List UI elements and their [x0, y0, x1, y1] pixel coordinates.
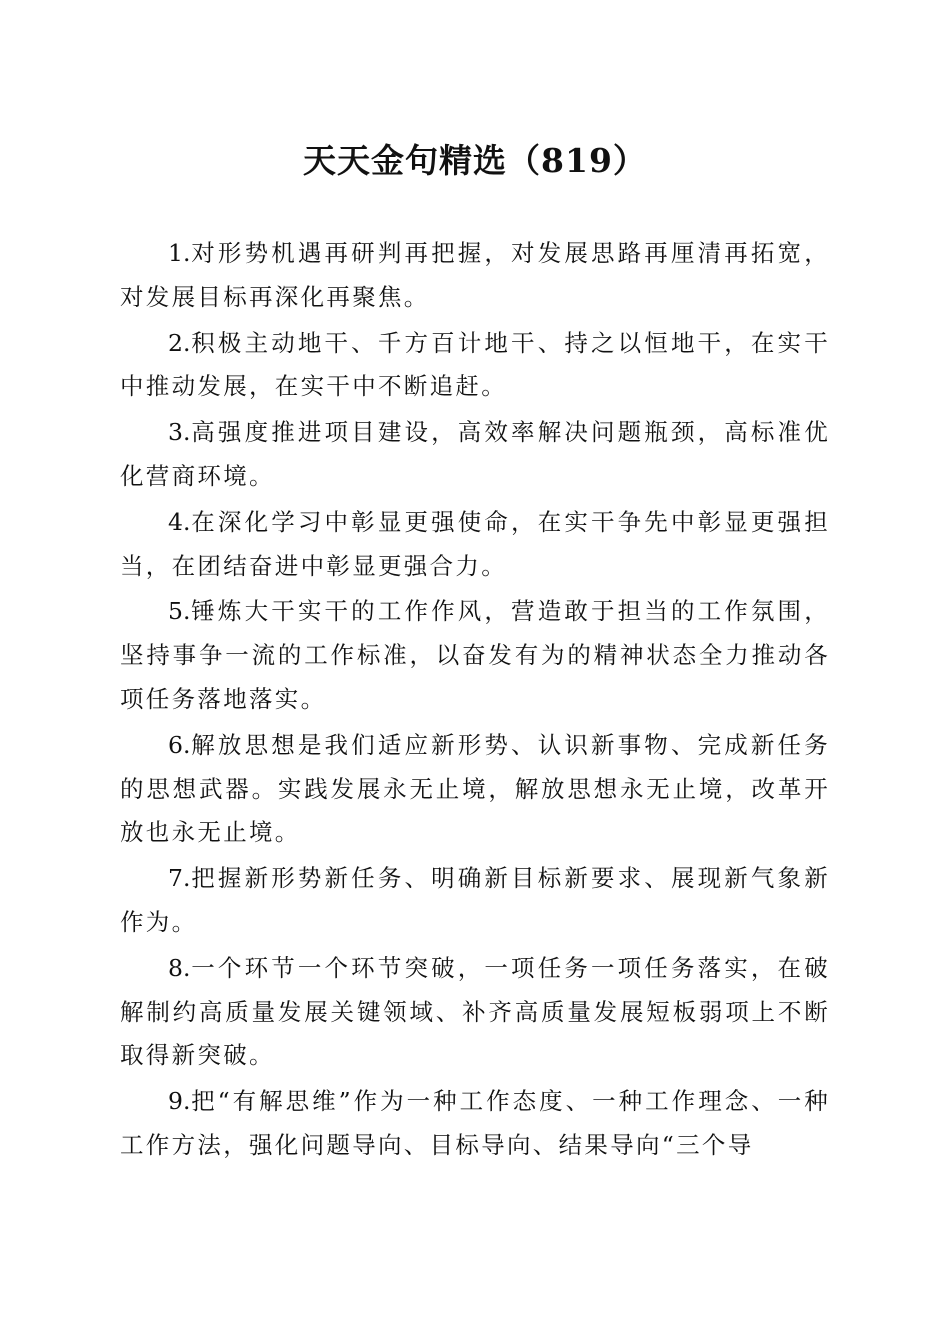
- paragraph-9: [120, 1080, 830, 1168]
- paragraph-text: 对形势机遇再研判再把握，对发展思路再厘清再拓宽，对发展目标再深化再聚焦。: [120, 239, 830, 311]
- paragraph-1: [120, 232, 830, 320]
- paragraph-number: 8.: [168, 953, 191, 982]
- paragraph-number: 5.: [168, 597, 191, 626]
- paragraph-2: [120, 322, 830, 410]
- paragraph-number: 6.: [168, 730, 191, 759]
- paragraph-6: [120, 724, 830, 855]
- paragraph-text: 解放思想是我们适应新形势、认识新事物、完成新任务的思想武器。实践发展永无止境，解放思想永无止境，改革开放也永无止境。: [120, 730, 830, 847]
- document-title: 天天金句精选（819）: [303, 141, 647, 180]
- paragraph-7: [120, 857, 830, 945]
- paragraph-number: 2.: [168, 328, 191, 357]
- document-page: [120, 0, 830, 1344]
- paragraph-3: [120, 411, 830, 499]
- paragraph-number: 1.: [168, 239, 191, 267]
- paragraph-4: [120, 501, 830, 589]
- paragraph-number: 9.: [168, 1087, 191, 1116]
- paragraph-text: 一个环节一个环节突破，一项任务一项任务落实，在破解制约高质量发展关键领域、补齐高质量发展短板弱项上不断取得新突破。: [120, 953, 830, 1070]
- paragraph-8: [120, 947, 830, 1078]
- paragraph-number: 7.: [168, 864, 191, 893]
- paragraph-text: 把“有解思维”作为一种工作态度、一种工作理念、一种工作方法，强化问题导向、目标导向、结果导向“三个导: [120, 1087, 830, 1159]
- paragraph-text: 积极主动地干、千方百计地干、持之以恒地干，在实干中推动发展，在实干中不断追赶。: [120, 328, 830, 401]
- document-body: [120, 232, 830, 1170]
- paragraph-5: [120, 590, 830, 721]
- paragraph-text: 把握新形势新任务、明确新目标新要求、展现新气象新作为。: [120, 864, 830, 936]
- paragraph-text: 锤炼大干实干的工作作风，营造敢于担当的工作氛围，坚持事争一流的工作标准，以奋发有为的精神状态全力推动各项任务落地落实。: [120, 597, 830, 713]
- paragraph-text: 高强度推进项目建设，高效率解决问题瓶颈，高标准优化营商环境。: [120, 418, 830, 490]
- paragraph-number: 4.: [168, 507, 191, 536]
- paragraph-number: 3.: [168, 418, 191, 447]
- paragraph-text: 在深化学习中彰显更强使命，在实干争先中彰显更强担当，在团结奋进中彰显更强合力。: [120, 507, 830, 580]
